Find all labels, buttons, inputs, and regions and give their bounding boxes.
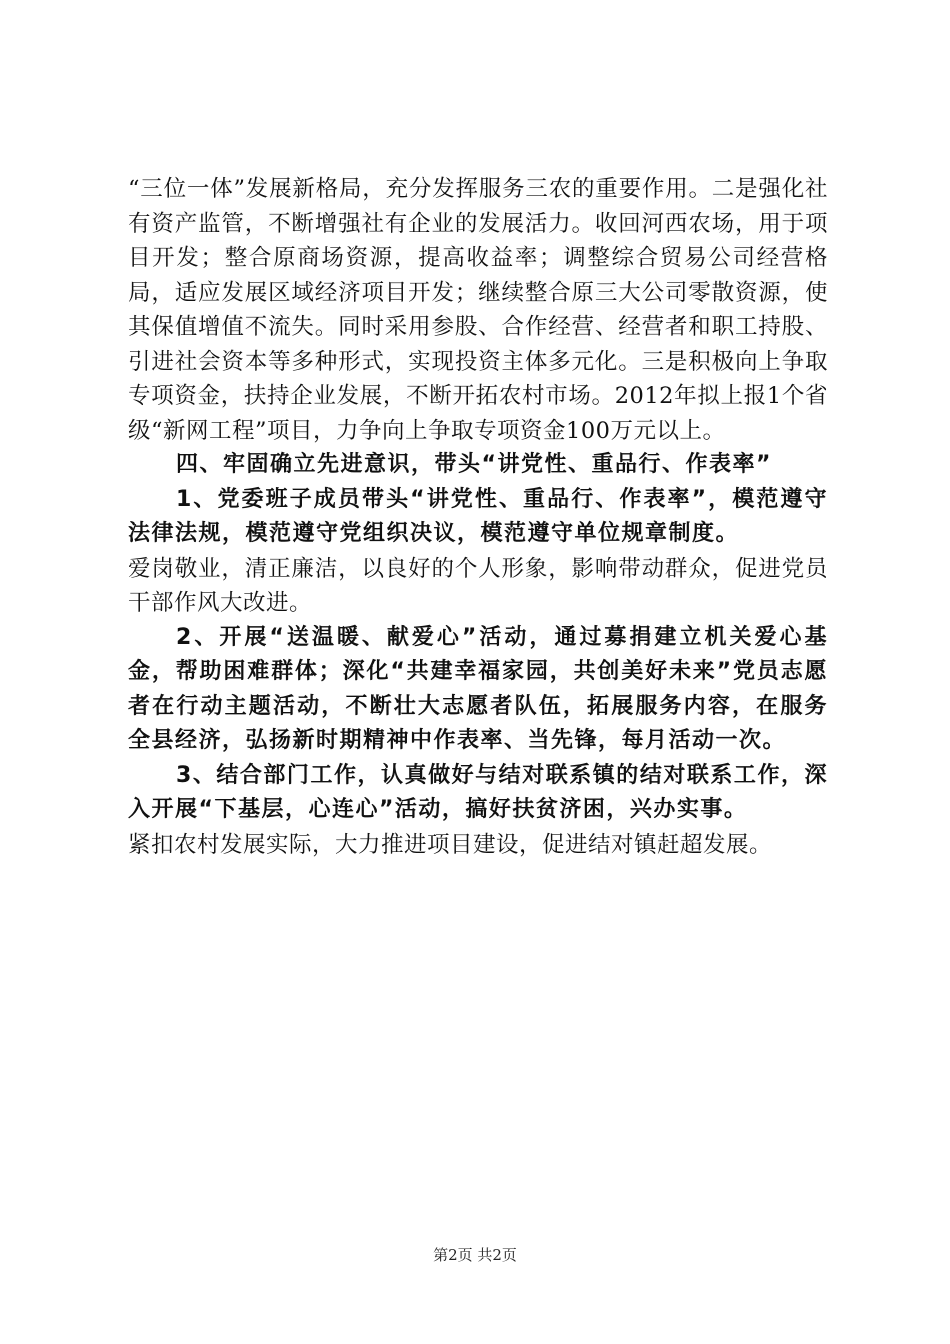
page-number-footer: 第2页 共2页 <box>433 1246 517 1264</box>
section-heading-four: 四、牢固确立先进意识，带头“讲党性、重品行、作表率” <box>176 452 772 477</box>
paragraph-item-3: 3、结合部门工作，认真做好与结对联系镇的结对联系工作，深入开展“下基层，心连心”活动，搞好扶贫济困，兴办实事。 <box>128 762 828 822</box>
paragraph-item-3-continued: 紧扣农村发展实际，大力推进项目建设，促进结对镇赶超发展。 <box>128 831 773 858</box>
paragraph-item-1: 1、党委班子成员带头“讲党性、重品行、作表率”，模范遵守法律法规，模范遵守党组织决议，模范遵守单位规章制度。 <box>128 486 828 546</box>
paragraph-item-2: 2、开展“送温暖、献爱心”活动，通过募捐建立机关爱心基金，帮助困难群体；深化“共建幸福家园，共创美好未来”党员志愿者在行动主题活动，不断壮大志愿者队伍，拓展服务内容，在服务全县经济，弘扬新时期精神中作表率、当先锋，每月活动一次。 <box>128 624 828 753</box>
paragraph-item-1-continued: 爱岗敬业，清正廉洁，以良好的个人形象，影响带动群众，促进党员干部作风大改进。 <box>128 555 828 616</box>
paragraph-continuation: “三位一体”发展新格局，充分发挥服务三农的重要作用。二是强化社有资产监管，不断增强社有企业的发展活力。收回河西农场，用于项目开发；整合原商场资源，提高收益率；调整综合贸易公司经营格局，适应发展区域经济项目开发；继续整合原三大公司零散资源，使其保值增值不流失。同时采用参股、合作经营、经营者和职工持股、引进社会资本等多种形式，实现投资主体多元化。三是积极向上争取专项资金，扶持企业发展，不断开拓农村市场。2012年拟上报1个省级“新网工程”项目，力争向上争取专项资金100万元以上。 <box>128 176 828 444</box>
document-body <box>128 172 828 862</box>
